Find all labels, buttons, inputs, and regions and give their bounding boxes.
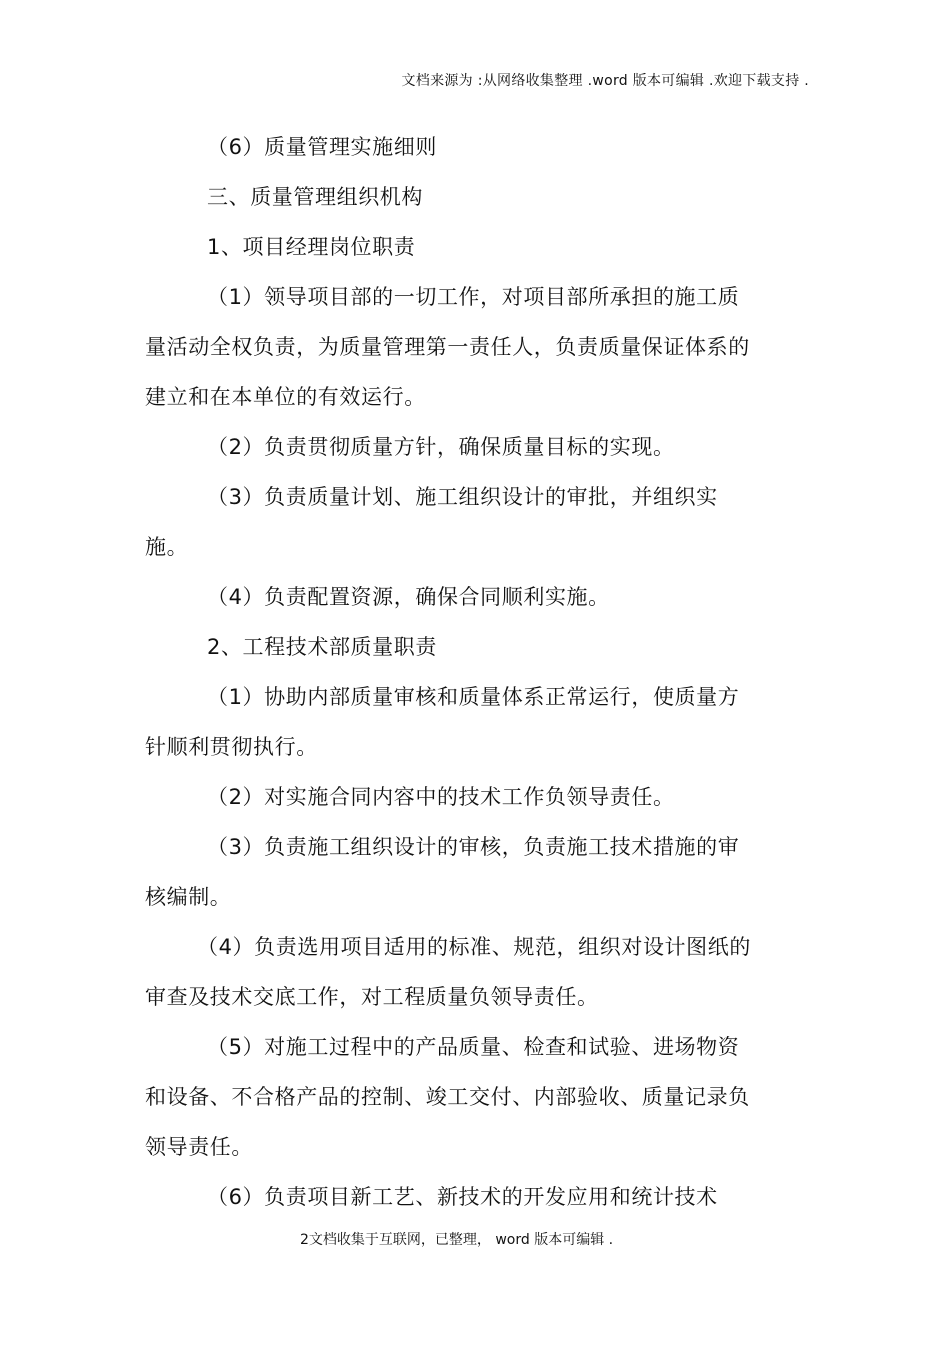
paragraph: （2）对实施合同内容中的技术工作负领导责任。 (207, 785, 675, 809)
page-footer: 2文档收集于互联网，已整理， word 版本可编辑 . (300, 1232, 614, 1248)
paragraph: （4）负责选用项目适用的标准、规范，组织对设计图纸的审查及技术交底工作，对工程质量负领导责任。 (145, 935, 751, 1009)
subsection-heading: 2、工程技术部质量职责 (207, 635, 437, 659)
paragraph: （4）负责配置资源，确保合同顺利实施。 (207, 585, 610, 609)
section-heading: 三、质量管理组织机构 (207, 185, 423, 209)
paragraph: （3）负责质量计划、施工组织设计的审批，并组织实施。 (145, 485, 718, 559)
page-header: 文档来源为 :从网络收集整理 .word 版本可编辑 .欢迎下载支持 . (401, 73, 809, 89)
paragraph: （1）协助内部质量审核和质量体系正常运行，使质量方针顺利贯彻执行。 (145, 685, 740, 759)
document-body (145, 122, 757, 1222)
subsection-heading: 1、项目经理岗位职责 (207, 235, 416, 259)
paragraph: （1）领导项目部的一切工作，对项目部所承担的施工质量活动全权负责，为质量管理第一责任人，负责质量保证体系的建立和在本单位的有效运行。 (145, 285, 750, 409)
paragraph: （6）负责项目新工艺、新技术的开发应用和统计技术 (207, 1185, 718, 1209)
paragraph: （5）对施工过程中的产品质量、检查和试验、进场物资和设备、不合格产品的控制、竣工交付、内部验收、质量记录负领导责任。 (145, 1035, 750, 1159)
paragraph: （2）负责贯彻质量方针，确保质量目标的实现。 (207, 435, 675, 459)
paragraph: （3）负责施工组织设计的审核，负责施工技术措施的审核编制。 (145, 835, 740, 909)
paragraph: （6）质量管理实施细则 (207, 135, 437, 159)
